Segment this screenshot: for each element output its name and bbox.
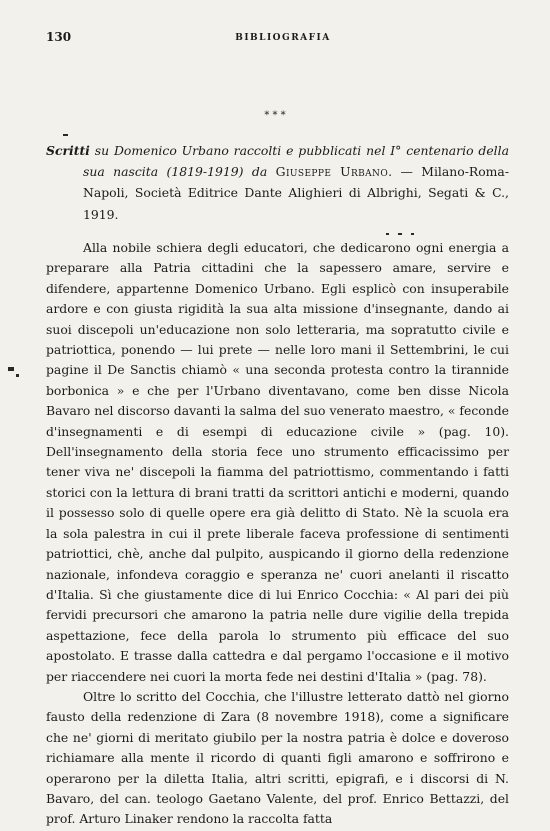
- section-separator: [0, 112, 550, 119]
- paragraph: Oltre lo scritto del Cocchia, che l'illustre letterato dattò nel giorno fausto della redenzione di Zara (8 novembre 1918), come a significare che ne' giorni di meritato giubilo per la nostra patria è dolce e doveroso richiamare alla mente il ricordo di quanti figli amarono e soffrirono e operarono per la diletta Italia, altri scritti, epigrafi, e i discorsi di N. Bavaro, del can. teologo Gaetano Valente, del prof. Enrico Bettazzi, del prof. Arturo Linaker rendono la raccolta fatta: [46, 688, 509, 827]
- citation-publisher: . — Milano-Roma-Napoli, Società Editrice Dante Alighieri di Albrighi, Segati & C., 1919.: [83, 164, 510, 222]
- margin-mark: [411, 233, 414, 235]
- asterism: * * *: [264, 110, 286, 121]
- margin-mark: [398, 233, 402, 235]
- page-number: 130: [46, 30, 72, 44]
- margin-mark: [8, 367, 14, 371]
- margin-mark: [16, 374, 19, 377]
- citation-author: Giuseppe Urbano: [275, 164, 389, 180]
- review-body: [46, 238, 509, 830]
- paragraph: Alla nobile schiera degli educatori, che dedicarono ogni energia a preparare alla Patria cittadini che la sapessero amare, servire e difendere, appartenne Domenico Urbano. Egli esplicò con insuperabile ardore e con giusta rigidità la sua alta missione d'insegnante, dando ai suoi discepoli un'educazione non solo letteraria, ma sopratutto civile e patriottica, ponendo — lui prete — nelle loro mani il Settembrini, le cui pagine il De Sanctis chiamò « una seconda protesta contro la tirannide borbonica » e che per l'Urbano diventavano, come ben disse Nicola Bavaro nel discorso davanti la salma del suo venerato maestro, « feconde d'insegnamenti e di esempi di educazione civile » (pag. 10). Dell'insegnamento della storia fece uno strumento efficacissimo per tener viva ne' discepoli la fiamma del patriottismo, commentando i fatti storici con la lettura di brani tratti da scrittori antichi e moderni, quando il possesso solo di quelle opere era già delitto di Stato. Nè la scuola era la sola palestra in cui il prete liberale faceva professione di sentimenti patriottici, chè, anche dal pulpito, auspicando il giorno della redenzione nazionale, infondeva coraggio e speranza ne' cuori anelanti il riscatto d'Italia. Sì che giustamente dice di lui Enrico Cocchia: « Al pari dei più fervidi precursori che amarono la patria nelle dure vigilie della trepida aspettazione, fece della parola lo strumento più efficace del suo apostolato. E trasse dalla cattedra e dal pergamo l'occasione e il motivo per riaccendere nei cuori la morta fede nei destini d'Italia » (pag. 78).: [46, 240, 509, 684]
- page-header: [46, 30, 520, 46]
- citation-title-prefix: Scritti: [46, 143, 90, 158]
- running-head: BIBLIOGRAFIA: [235, 33, 331, 43]
- citation-title: su Domenico Urbano raccolti e pubblicati nel I° centenario della sua nascita (1819-1919) da: [83, 143, 509, 180]
- bibliographic-citation: [46, 140, 509, 225]
- margin-mark: [63, 134, 68, 136]
- margin-mark: [386, 233, 389, 235]
